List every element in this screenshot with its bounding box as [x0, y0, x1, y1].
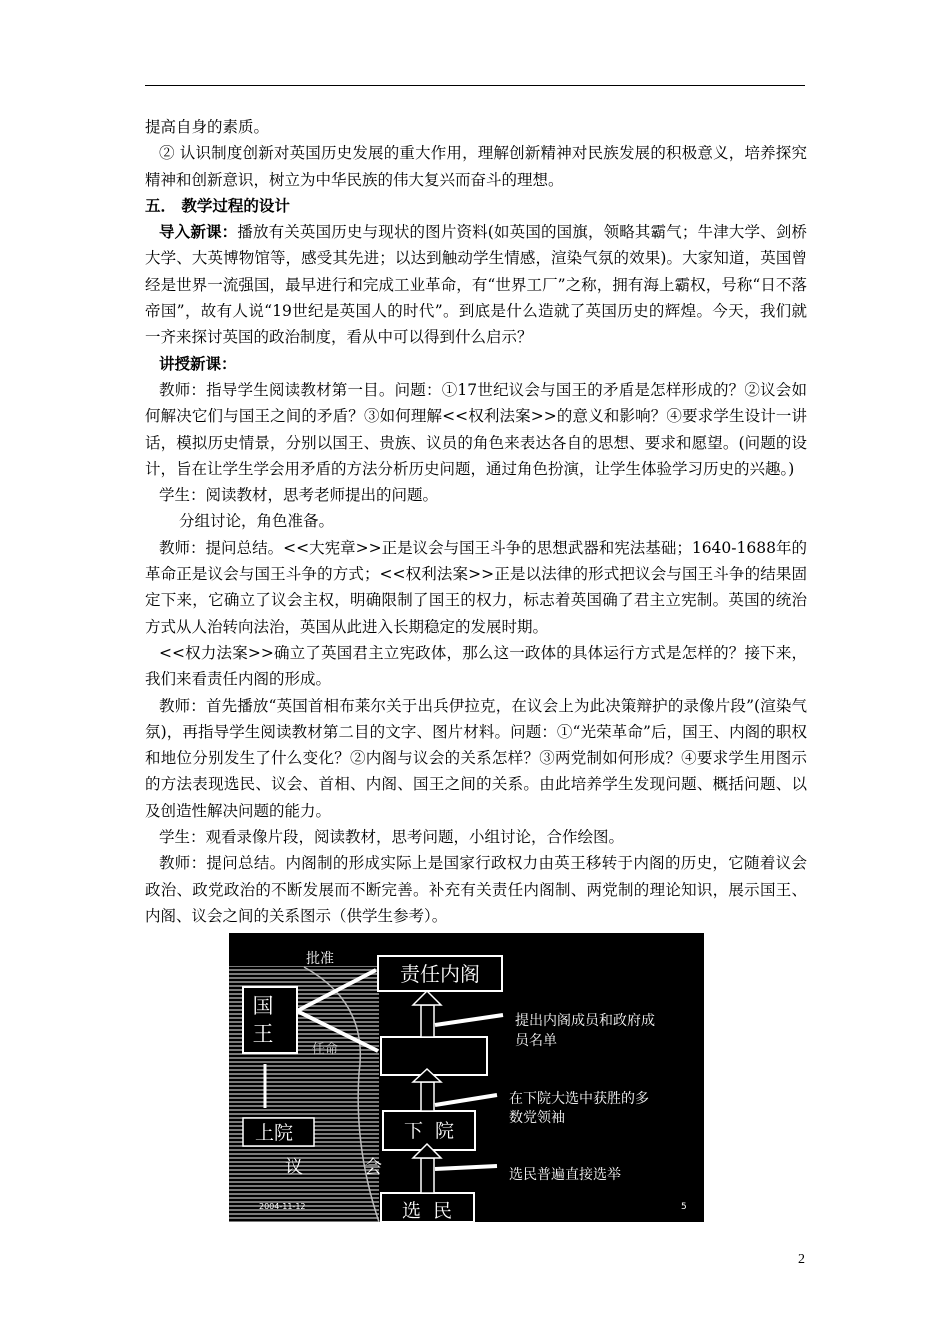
prime-minister-box [381, 1037, 487, 1075]
intro-paragraph [145, 219, 807, 350]
paragraph: 教师：指导学生阅读教材第一目。问题：①17世纪议会与国王的矛盾是怎样形成的？②议会如何解决它们与国王之间的矛盾？③如何理解<<权利法案>>的意义和影响？④要求学生设计一讲话，模拟历史情景，分别以国王、贵族、议员的角色来表达各自的思想、要求和愿望。(问题的设计，旨在让学生学会用矛盾的方法分析历史问题，通过角色扮演，让学生体验学习历史的兴趣。) [145, 380, 807, 478]
note-majority-line1: 在下院大选中获胜的多 [509, 1091, 649, 1107]
paragraph: <<权力法案>>确立了英国君主立宪政体，那么这一政体的具体运行方式是怎样的？接下来，我们来看责任内阁的形成。 [145, 643, 807, 689]
note-cabinet-line1: 提出内阁成员和政府成 [515, 1013, 655, 1029]
cabinet-label: 责任内阁 [400, 962, 480, 986]
section-heading: 五． 教学过程的设计 [145, 196, 290, 215]
parliament-label-left: 议 [285, 1157, 303, 1178]
paragraph: 提高自身的素质。 [145, 118, 270, 136]
paragraph: ② 认识制度创新对英国历史发展的重大作用，理解创新精神对民族发展的积极意义，培养探究精神和创新意识，树立为中华民族的伟大复兴而奋斗的理想。 [145, 144, 807, 189]
paragraph: 分组讨论，角色准备。 [179, 512, 335, 531]
document-body [145, 114, 807, 929]
intro-text: 播放有关英国历史与现状的图片资料(如英国的国旗，领略其霸气；牛津大学、剑桥大学、大英博物馆等，感受其先进；以达到触动学生情感，渲染气氛的效果)。大家知道，英国曾经是世界一流强国，最早进行和完成工业革命，有“世界工厂”之称，拥有海上霸权，号称“日不落帝国”，故有人说“19世纪是英国人的时代”。到底是什么造就了英国历史的辉煌。今天，我们就一齐来探讨英国的政治制度，看从中可以得到什么启示？ [145, 223, 807, 347]
upper-house-label: 上院 [254, 1122, 294, 1144]
paragraph: 教师：首先播放“英国首相布莱尔关于出兵伊拉克，在议会上为此决策辩护的录像片段”(渲染气氛)，再指导学生阅读教材第二目的文字、图片材料。问题：①“光荣革命”后，国王、内阁的职权和地位分别发生了什么变化？②内阁与议会的关系怎样？③两党制如何形成？④要求学生用图示的方法表现选民、议会、首相、内阁、国王之间的关系。由此培养学生发现问题、概括问题、以及创造性解决问题的能力。 [145, 696, 807, 820]
paragraph: 学生：观看录像片段，阅读教材，思考问题，小组讨论，合作绘图。 [159, 828, 625, 847]
king-label-top: 国 [252, 994, 274, 1018]
lower-house-label: 下 院 [403, 1120, 455, 1142]
note-cabinet-line2: 员名单 [515, 1033, 557, 1049]
approve-label: 批准 [306, 951, 334, 967]
paragraph: 教师：提问总结。<<大宪章>>正是议会与国王斗争的思想武器和宪法基础；1640-1688年的革命正是议会与国王斗争的方式；<<权利法案>>正是以法律的形式把议会与国王斗争的结果固定下来，它确立了议会主权，明确限制了国王的权力，标志着英国确了君主立宪制。英国的统治方式从人治转向法治，英国从此进入长期稳定的发展时期。 [145, 538, 807, 636]
king-label-bottom: 王 [252, 1022, 274, 1046]
slide-number: 5 [681, 1202, 687, 1212]
note-election: 选民普遍直接选举 [509, 1167, 621, 1183]
header-rule [145, 85, 805, 86]
paragraph: 教师：提问总结。内阁制的形成实际上是国家行政权力由英王移转于内阁的历史，它随着议会政治、政党政治的不断发展而不断完善。补充有关责任内阁制、两党制的理论知识，展示国王、内阁、议会之间的关系图示（供学生参考）。 [145, 854, 807, 925]
intro-label: 导入新课： [159, 222, 238, 242]
voters-label: 选 民 [401, 1200, 453, 1222]
note-majority-line2: 数党领袖 [509, 1110, 565, 1126]
parliament-label-right: 会 [364, 1157, 382, 1178]
page-number: 2 [798, 1252, 805, 1267]
lecture-label: 讲授新课： [159, 353, 237, 373]
appoint-label: 任命 [312, 1042, 339, 1057]
government-structure-diagram [229, 933, 704, 1222]
paragraph: 学生：阅读教材，思考老师提出的问题。 [159, 486, 439, 505]
slide-date: 2004-11-12 [259, 1202, 306, 1211]
